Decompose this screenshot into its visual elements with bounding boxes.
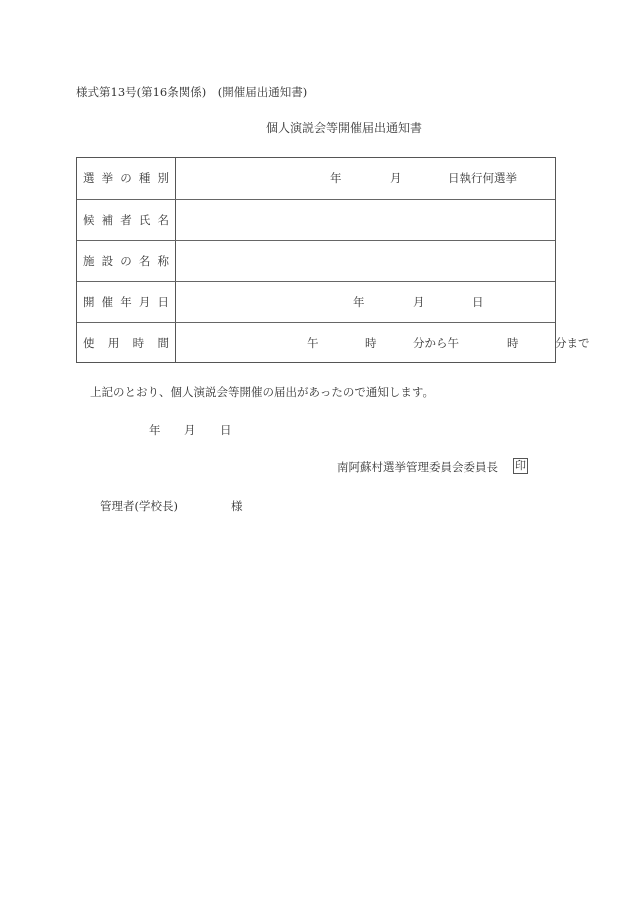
row-label	[77, 241, 176, 281]
document-title: 個人演説会等開催届出通知書	[266, 121, 423, 135]
value-fragment: 日	[472, 295, 484, 309]
label-char: 間	[157, 336, 169, 350]
label-char: 催	[101, 295, 114, 309]
honorific: 様	[231, 499, 243, 513]
value-fragment: 年	[330, 171, 342, 185]
label-char: 者	[120, 213, 132, 227]
row-value-field[interactable]	[176, 200, 555, 240]
table-row	[77, 322, 590, 363]
form-number: 様式第13号(第16条関係) (開催届出通知書)	[76, 85, 308, 99]
label-char: の	[120, 171, 132, 185]
row-label	[77, 282, 176, 322]
label-char: 補	[101, 213, 114, 227]
table-row	[77, 240, 555, 281]
label-char: の	[120, 254, 132, 268]
value-fragment: 午	[307, 336, 319, 350]
label-char: 名	[138, 254, 151, 268]
label-char: 日	[157, 295, 169, 309]
value-fragment: 年	[353, 295, 365, 309]
value-fragment: 月	[413, 295, 425, 309]
row-label-text	[83, 295, 169, 309]
addressee: 管理者(学校長)	[100, 499, 178, 513]
notice-statement: 上記のとおり、個人演説会等開催の届出があったので通知します。	[90, 385, 434, 399]
row-value-field[interactable]	[176, 241, 555, 281]
value-fragment: 月	[390, 171, 402, 185]
seal-mark: 印	[515, 459, 526, 472]
label-char: 開	[83, 295, 95, 309]
value-fragment: 時	[365, 336, 377, 350]
row-value-field[interactable]	[176, 158, 555, 199]
label-char: 施	[83, 254, 95, 268]
row-label	[77, 158, 176, 199]
label-char: 氏	[138, 213, 151, 227]
label-char: 種	[138, 171, 151, 185]
notice-date-month: 月	[184, 423, 196, 437]
issuer-name: 南阿蘇村選挙管理委員会委員長	[337, 460, 498, 474]
row-label	[77, 200, 176, 240]
label-char: 年	[120, 295, 132, 309]
row-label-text	[83, 254, 169, 268]
row-label	[77, 323, 176, 363]
label-char: 称	[157, 254, 169, 268]
value-fragment: 分から午	[413, 336, 459, 350]
table-row	[77, 158, 555, 199]
table-row	[77, 281, 555, 322]
value-fragment: 分まで	[555, 336, 590, 350]
notice-date-year: 年	[149, 423, 161, 437]
label-char: 用	[107, 336, 120, 350]
label-char: 設	[101, 254, 114, 268]
row-label-text	[83, 213, 169, 227]
table-row	[77, 199, 555, 240]
row-label-text	[83, 336, 169, 350]
label-char: 挙	[101, 171, 114, 185]
row-value-field[interactable]	[176, 282, 555, 322]
notice-date-day: 日	[220, 423, 232, 437]
label-char: 名	[157, 213, 169, 227]
label-char: 選	[83, 171, 95, 185]
label-char: 使	[83, 336, 95, 350]
notification-form-table	[76, 157, 590, 363]
row-value-field[interactable]	[176, 323, 590, 363]
label-char: 別	[157, 171, 169, 185]
label-char: 候	[83, 213, 95, 227]
row-label-text	[83, 171, 169, 185]
value-fragment: 日執行何選挙	[448, 171, 517, 185]
value-fragment: 時	[507, 336, 519, 350]
label-char: 月	[138, 295, 151, 309]
label-char: 時	[132, 336, 145, 350]
